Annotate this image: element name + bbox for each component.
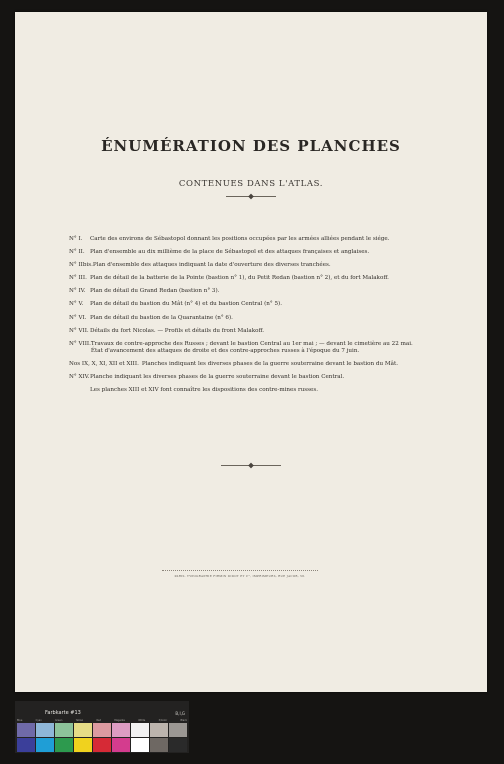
swatch-name: Yellow xyxy=(75,719,84,722)
plate-list xyxy=(69,236,419,394)
color-swatch xyxy=(36,738,54,752)
plate-number: N° I. xyxy=(69,236,83,242)
list-item xyxy=(69,341,419,355)
list-item xyxy=(69,328,419,335)
plate-description: Carte des environs de Sébastopol donnant les positions occupées par les armées alliées pendant le siége. xyxy=(90,236,390,242)
plate-description: Plan d'ensemble des attaques indiquant la date d'ouverture des diverses tranchées. xyxy=(92,262,331,269)
list-item xyxy=(69,249,419,256)
plate-description: Plan de détail du bastion du Mât (n° 4) et du bastion Central (n° 5). xyxy=(90,301,282,308)
color-swatch xyxy=(74,738,92,752)
plate-number: N° III. xyxy=(69,275,87,282)
color-swatch xyxy=(74,723,92,737)
color-swatch xyxy=(93,723,111,737)
swatch-row-top xyxy=(17,723,187,737)
color-swatch xyxy=(17,738,35,752)
page-title: ÉNUMÉRATION DES PLANCHES xyxy=(101,137,401,155)
swatch-names xyxy=(17,719,187,722)
plate-number: N° IIbis. xyxy=(69,262,93,269)
plate-description: Plan d'ensemble au dix millième de la place de Sébastopol et des attaques françaises et anglaises. xyxy=(90,249,370,256)
plate-number: N° XIV. xyxy=(69,373,90,380)
color-swatch xyxy=(131,738,149,752)
color-swatch xyxy=(169,723,187,737)
plate-number: Nos IX, X, XI, XII et XIII. xyxy=(69,360,139,367)
plate-description: Plan de détail du bastion de la Quarantaine (n° 6). xyxy=(90,314,233,321)
plate-description: Planche indiquant les diverses phases de la guerre souterraine devant le bastion Central. xyxy=(90,373,345,380)
plate-description: Travaux de contre-approche des Russes ; devant le bastion Central au 1er mai ; — devant le cimetière au 22 mai. État d'avancement des attaques de droite et des contre-approches russes à l'époque du 7 juin. xyxy=(90,340,413,354)
swatch-name: 3/Color xyxy=(158,719,168,722)
list-item xyxy=(69,315,419,322)
color-swatch xyxy=(17,723,35,737)
color-swatch xyxy=(93,738,111,752)
plate-number: N° V. xyxy=(69,301,84,308)
ornament-diamond-top xyxy=(248,194,254,200)
card-code: B,I,G xyxy=(175,711,185,716)
plate-description: Planches indiquant les diverses phases de la guerre souterraine devant le bastion du Mât. xyxy=(141,360,398,367)
list-item xyxy=(69,374,419,381)
plate-number: N° IV. xyxy=(69,288,86,295)
list-item xyxy=(69,236,419,243)
plate-number: N° VI. xyxy=(69,314,87,321)
color-swatch xyxy=(131,723,149,737)
swatch-name: Black xyxy=(180,719,187,722)
imprint-rule xyxy=(162,570,318,571)
swatch-name: Cyan xyxy=(35,719,42,722)
color-swatch xyxy=(36,723,54,737)
atlas-page xyxy=(15,12,487,692)
color-swatch xyxy=(112,738,130,752)
swatch-row-bottom xyxy=(17,738,187,752)
color-swatch xyxy=(55,723,73,737)
page-subtitle: CONTENUES DANS L'ATLAS. xyxy=(178,179,324,189)
swatch-name: Blue xyxy=(17,719,23,722)
printer-imprint: PARIS. TYPOGRAPHIE FIRMIN DIDOT ET C°, IMPRIMEURS, RUE JACOB, 56. xyxy=(174,574,306,578)
list-item xyxy=(69,361,419,368)
swatch-name: Green xyxy=(55,719,63,722)
color-swatch xyxy=(150,738,168,752)
list-item xyxy=(69,275,419,282)
list-item xyxy=(69,262,419,269)
list-item xyxy=(69,288,419,295)
swatch-name: Magenta xyxy=(114,719,125,722)
card-label: Farbkarte #13 xyxy=(45,710,81,716)
color-swatch xyxy=(150,723,168,737)
list-item xyxy=(69,301,419,308)
color-swatch xyxy=(55,738,73,752)
footnote: Les planches XIII et XIV font connaître les dispositions des contre-mines russes. xyxy=(90,386,318,393)
color-calibration-card xyxy=(15,701,189,753)
plate-description: Plan de détail du Grand Redan (bastion n° 3). xyxy=(90,288,220,295)
plate-number: N° II. xyxy=(69,249,85,256)
plate-description: Plan de détail de la batterie de la Pointe (bastion n° 1), du Petit Redan (bastion n° 2), et du fort Malakoff. xyxy=(90,275,389,282)
color-swatch xyxy=(169,738,187,752)
plate-description: Détails du fort Nicolas. — Profils et détails du front Malakoff. xyxy=(90,327,265,334)
color-swatch xyxy=(112,723,130,737)
swatch-name: White xyxy=(138,719,146,722)
swatch-name: Red xyxy=(96,719,102,722)
plate-number: N° VIII. xyxy=(69,340,91,347)
plate-number: N° VII. xyxy=(69,327,89,334)
ornament-diamond-bottom xyxy=(248,463,254,469)
